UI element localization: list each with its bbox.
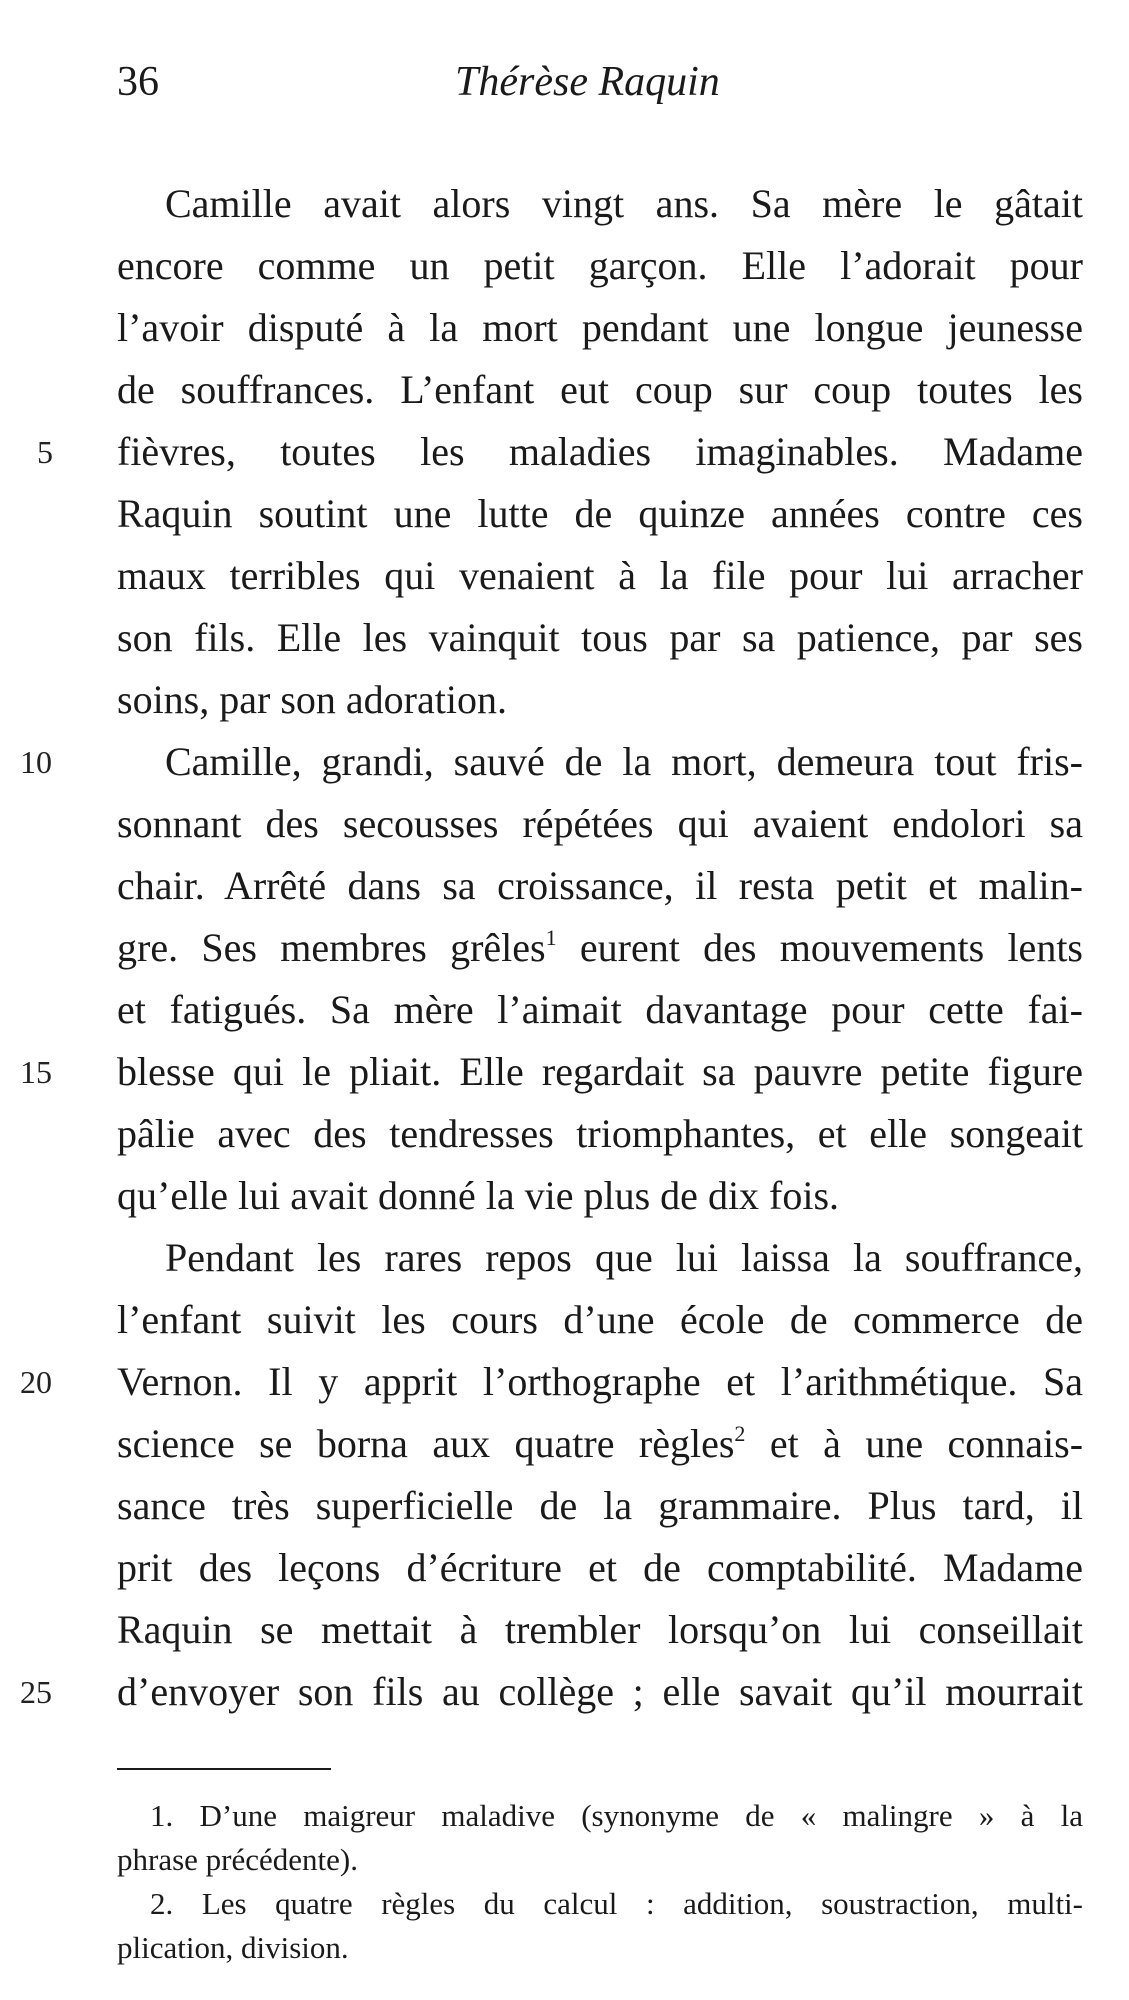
text-line: sance très superficielle de la grammaire. Plus tard, il bbox=[117, 1483, 1083, 1528]
text-line: maux terribles qui venaient à la file pour lui arracher bbox=[117, 553, 1083, 598]
footnote-line: phrase précédente). bbox=[117, 1842, 358, 1877]
text-line: soins, par son adoration. bbox=[117, 677, 507, 722]
line-number: 25 bbox=[20, 1674, 52, 1710]
text-segment: eurent des mouvements lents bbox=[579, 925, 1083, 970]
line-number: 15 bbox=[20, 1054, 52, 1090]
line-number: 20 bbox=[20, 1364, 52, 1400]
text-line: chair. Arrêté dans sa croissance, il resta petit et malin- bbox=[117, 863, 1083, 908]
text-line: fièvres, toutes les maladies imaginables. Madame bbox=[117, 429, 1083, 474]
text-line: pâlie avec des tendresses triomphantes, et elle songeait bbox=[117, 1111, 1083, 1156]
footnote-line: plication, division. bbox=[117, 1930, 349, 1965]
text-line: de souffrances. L’enfant eut coup sur coup toutes les bbox=[117, 367, 1083, 412]
footnote-ref-2: 2 bbox=[734, 1421, 746, 1446]
text-line: et fatigués. Sa mère l’aimait davantage pour cette fai- bbox=[117, 987, 1083, 1032]
text-line: l’avoir disputé à la mort pendant une longue jeunesse bbox=[117, 305, 1083, 350]
text-line: son fils. Elle les vainquit tous par sa patience, par ses bbox=[117, 615, 1083, 660]
footnote-line: 1. D’une maigreur maladive (synonyme de « malingre » à la bbox=[150, 1798, 1083, 1833]
text-line: l’enfant suivit les cours d’une école de commerce de bbox=[117, 1297, 1083, 1342]
text-line: Raquin se mettait à trembler lorsqu’on lui conseillait bbox=[117, 1607, 1083, 1652]
text-line: d’envoyer son fils au collège ; elle savait qu’il mourrait bbox=[117, 1669, 1083, 1714]
text-line: sonnant des secousses répétées qui avaient endolori sa bbox=[117, 801, 1083, 846]
text-line bbox=[117, 1413, 1083, 1475]
text-line: encore comme un petit garçon. Elle l’adorait pour bbox=[117, 243, 1083, 288]
text-line: prit des leçons d’écriture et de comptabilité. Madame bbox=[117, 1545, 1083, 1590]
text-segment: science se borna aux quatre règles bbox=[117, 1421, 735, 1466]
footnote-line: 2. Les quatre règles du calcul : addition, soustraction, multi- bbox=[150, 1886, 1083, 1921]
line-number: 5 bbox=[37, 434, 53, 470]
page-number: 36 bbox=[117, 59, 159, 105]
text-line: Pendant les rares repos que lui laissa la souffrance, bbox=[165, 1235, 1083, 1280]
text-line: Raquin soutint une lutte de quinze années contre ces bbox=[117, 491, 1083, 536]
text-line bbox=[117, 917, 1083, 979]
text-line: Vernon. Il y apprit l’orthographe et l’arithmétique. Sa bbox=[117, 1359, 1083, 1404]
footnote-ref-1: 1 bbox=[545, 925, 557, 950]
text-line: Camille avait alors vingt ans. Sa mère le gâtait bbox=[165, 181, 1083, 226]
text-line: qu’elle lui avait donné la vie plus de dix fois. bbox=[117, 1173, 840, 1218]
text-line: Camille, grandi, sauvé de la mort, demeura tout fris- bbox=[165, 739, 1083, 784]
footnote-rule bbox=[117, 1768, 331, 1770]
text-segment: et à une connais- bbox=[769, 1421, 1084, 1466]
line-number: 10 bbox=[20, 744, 52, 780]
text-line: blesse qui le pliait. Elle regardait sa pauvre petite figure bbox=[117, 1049, 1083, 1094]
text-segment: gre. Ses membres grêles bbox=[117, 925, 546, 970]
running-title: Thérèse Raquin bbox=[455, 59, 720, 105]
